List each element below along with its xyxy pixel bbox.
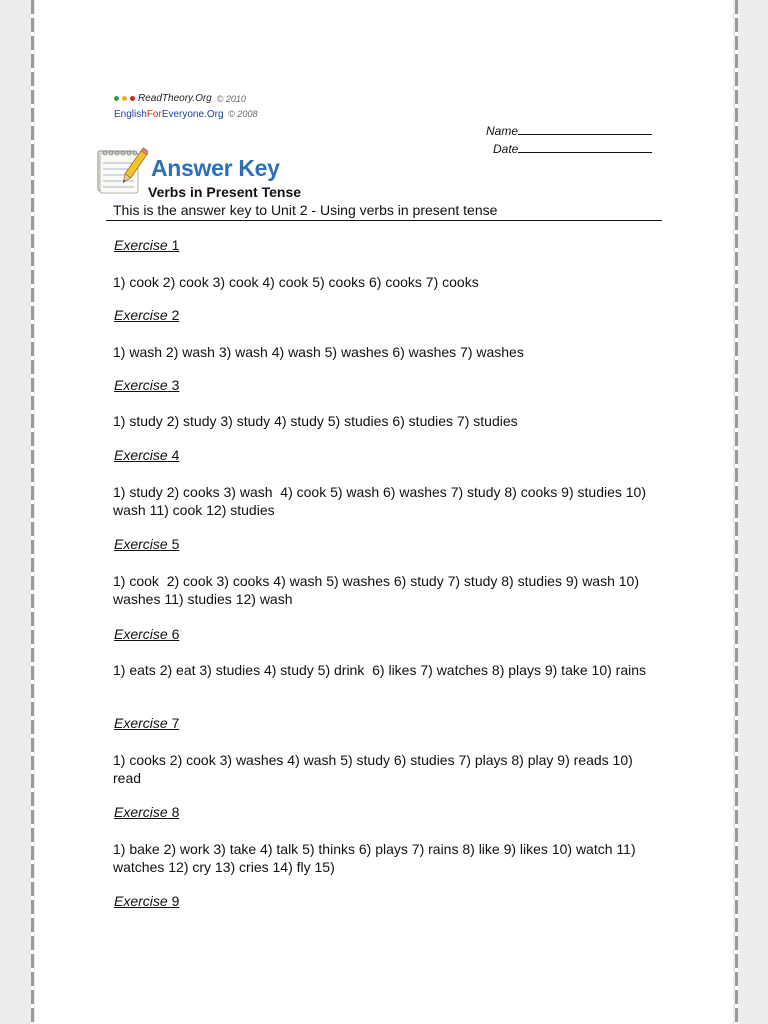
- intro-text: This is the answer key to Unit 2 - Using verbs in present tense: [113, 202, 498, 218]
- name-label: Name: [486, 124, 519, 138]
- exercise-heading: Exercise 7: [114, 715, 180, 731]
- exercise-heading: Exercise 8: [114, 804, 180, 820]
- exercise-answers: 1) study 2) cooks 3) wash 4) cook 5) wash 6) washes 7) study 8) cooks 9) studies 10) wash 11) cook 12) studies: [113, 484, 650, 518]
- exercise-heading: Exercise 2: [114, 307, 180, 323]
- page-subtitle: Verbs in Present Tense: [148, 184, 302, 200]
- page-left-border: [31, 0, 34, 1024]
- name-blank-line[interactable]: [518, 124, 652, 135]
- exercise-heading: Exercise 9: [114, 893, 180, 909]
- date-blank-line[interactable]: [518, 142, 652, 153]
- exercise-answers: 1) cook 2) cook 3) cook 4) cook 5) cooks 6) cooks 7) cooks: [113, 274, 479, 290]
- red-dot-icon: [130, 96, 135, 101]
- date-label: Date: [493, 142, 519, 156]
- yellow-dot-icon: [122, 96, 127, 101]
- exercise-heading: Exercise 6: [114, 626, 180, 642]
- name-field[interactable]: [486, 124, 652, 138]
- exercise-answers: 1) eats 2) eat 3) studies 4) study 5) drink 6) likes 7) watches 8) plays 9) take 10) rains: [113, 662, 647, 678]
- notepad-pencil-icon: [96, 145, 148, 195]
- date-field[interactable]: [493, 142, 652, 156]
- page-right-border: [735, 0, 738, 1024]
- readtheory-copyright: © 2010: [216, 93, 246, 104]
- exercise-heading: Exercise 1: [114, 237, 180, 253]
- exercise-answers: 1) cooks 2) cook 3) washes 4) wash 5) study 6) studies 7) plays 8) play 9) reads 10) read: [113, 752, 637, 786]
- readtheory-logo: [114, 93, 246, 104]
- efe-copyright: © 2008: [228, 109, 258, 119]
- page-title: Answer Key: [151, 155, 280, 181]
- exercise-answers: 1) wash 2) wash 3) wash 4) wash 5) washes 6) washes 7) washes: [113, 344, 524, 360]
- title-divider: [106, 220, 662, 221]
- exercise-heading: Exercise 5: [114, 536, 180, 552]
- englishforeveryone-logo: [114, 109, 257, 120]
- exercise-answers: 1) bake 2) work 3) take 4) talk 5) thinks 6) plays 7) rains 8) like 9) likes 10) watch 11) watches 12) cry 13) cries 14) fly 15): [113, 841, 640, 875]
- green-dot-icon: [114, 96, 119, 101]
- readtheory-name: ReadTheory.Org: [138, 93, 212, 104]
- exercise-heading: Exercise 4: [114, 447, 180, 463]
- efe-part2: For: [146, 109, 162, 120]
- exercise-heading: Exercise 3: [114, 377, 180, 393]
- exercise-answers: 1) cook 2) cook 3) cooks 4) wash 5) washes 6) study 7) study 8) studies 9) wash 10) washes 11) studies 12) wash: [113, 573, 643, 607]
- exercise-answers: 1) study 2) study 3) study 4) study 5) studies 6) studies 7) studies: [113, 413, 518, 429]
- efe-part3: Everyone.Org: [161, 109, 224, 120]
- efe-part1: English: [114, 109, 147, 120]
